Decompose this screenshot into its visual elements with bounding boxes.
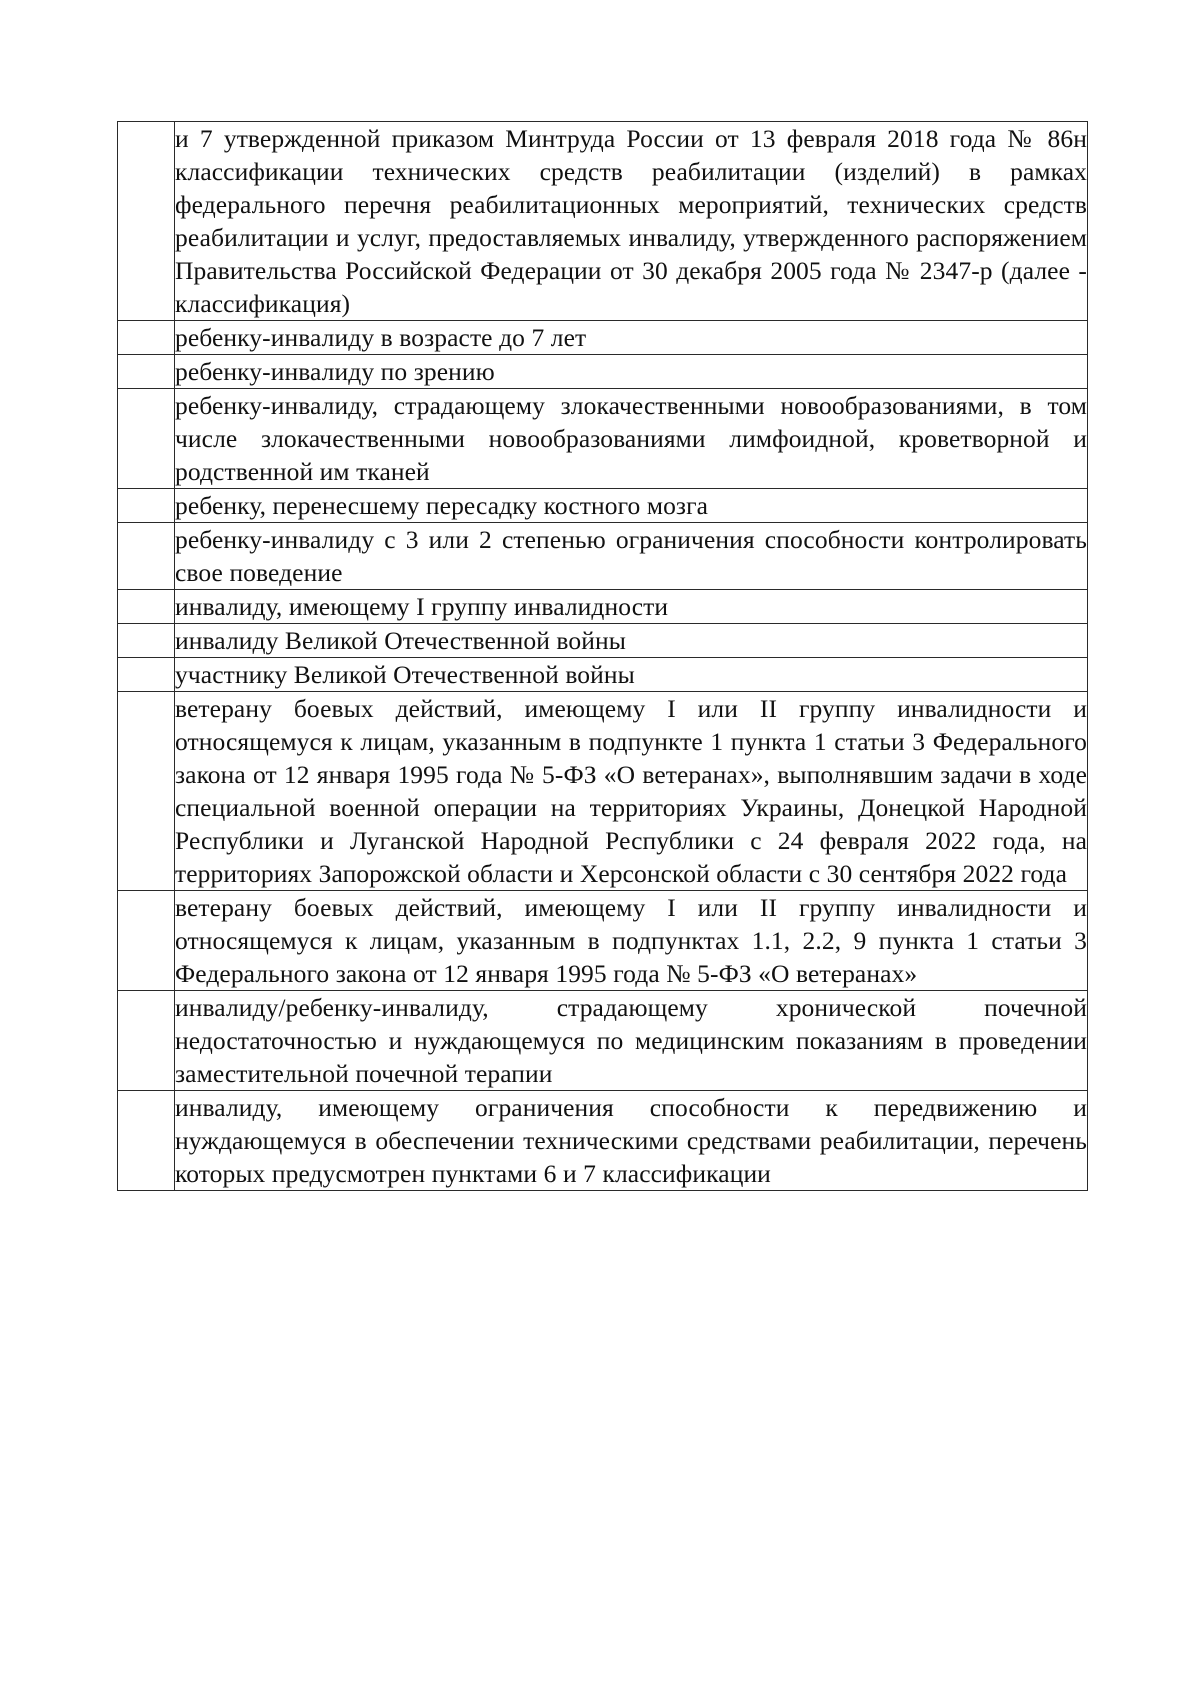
row-number-cell [118, 523, 175, 590]
row-number-cell [118, 692, 175, 891]
row-number-cell [118, 489, 175, 523]
row-number-cell [118, 590, 175, 624]
row-text-cell: ветерану боевых действий, имеющему I или II группу инвалидности и относящемуся к лицам, указанным в подпункте 1 пункта 1 статьи 3 Федерального закона от 12 января 1995 года № 5-ФЗ «О ветеранах», выполнявшим задачи в ходе специальной военной операции на территориях Украины, Донецкой Народной Республики и Луганской Народной Республики с 24 февраля 2022 года, на территориях Запорожской области и Херсонской области с 30 сентября 2022 года [175, 692, 1088, 891]
table-row [118, 321, 1088, 355]
row-number-cell [118, 321, 175, 355]
row-text-cell: ребенку-инвалиду в возрасте до 7 лет [175, 321, 1088, 355]
table-row [118, 523, 1088, 590]
row-text-cell: ветерану боевых действий, имеющему I или II группу инвалидности и относящемуся к лицам, указанным в подпунктах 1.1, 2.2, 9 пункта 1 статьи 3 Федерального закона от 12 января 1995 года № 5-ФЗ «О ветеранах» [175, 891, 1088, 991]
row-text-cell: инвалиду Великой Отечественной войны [175, 624, 1088, 658]
table-row [118, 624, 1088, 658]
row-text-cell: участнику Великой Отечественной войны [175, 658, 1088, 692]
table-row [118, 658, 1088, 692]
document-table [117, 121, 1088, 1191]
row-text-cell: ребенку, перенесшему пересадку костного мозга [175, 489, 1088, 523]
row-number-cell [118, 1091, 175, 1191]
row-text-cell: инвалиду, имеющему I группу инвалидности [175, 590, 1088, 624]
table-row [118, 692, 1088, 891]
row-text-cell: ребенку-инвалиду с 3 или 2 степенью ограничения способности контролировать свое поведение [175, 523, 1088, 590]
row-text-cell: ребенку-инвалиду по зрению [175, 355, 1088, 389]
row-text-cell: инвалиду/ребенку-инвалиду, страдающему хронической почечной недостаточностью и нуждающемуся по медицинским показаниям в проведении заместительной почечной терапии [175, 991, 1088, 1091]
row-number-cell [118, 355, 175, 389]
table-row [118, 1091, 1088, 1191]
table-row [118, 355, 1088, 389]
row-number-cell [118, 389, 175, 489]
table-row [118, 489, 1088, 523]
row-text-cell: и 7 утвержденной приказом Минтруда России от 13 февраля 2018 года № 86н классификации технических средств реабилитации (изделий) в рамках федерального перечня реабилитационных мероприятий, технических средств реабилитации и услуг, предоставляемых инвалиду, утвержденного распоряжением Правительства Российской Федерации от 30 декабря 2005 года № 2347-р (далее - классификация) [175, 122, 1088, 321]
row-number-cell [118, 991, 175, 1091]
row-number-cell [118, 658, 175, 692]
table-row [118, 891, 1088, 991]
row-number-cell [118, 624, 175, 658]
table-row [118, 991, 1088, 1091]
row-text-cell: инвалиду, имеющему ограничения способности к передвижению и нуждающемуся в обеспечении техническими средствами реабилитации, перечень которых предусмотрен пунктами 6 и 7 классификации [175, 1091, 1088, 1191]
row-number-cell [118, 122, 175, 321]
table-row [118, 122, 1088, 321]
table-row [118, 590, 1088, 624]
row-number-cell [118, 891, 175, 991]
row-text-cell: ребенку-инвалиду, страдающему злокачественными новообразованиями, в том числе злокачественными новообразованиями лимфоидной, кроветворной и родственной им тканей [175, 389, 1088, 489]
table-row [118, 389, 1088, 489]
